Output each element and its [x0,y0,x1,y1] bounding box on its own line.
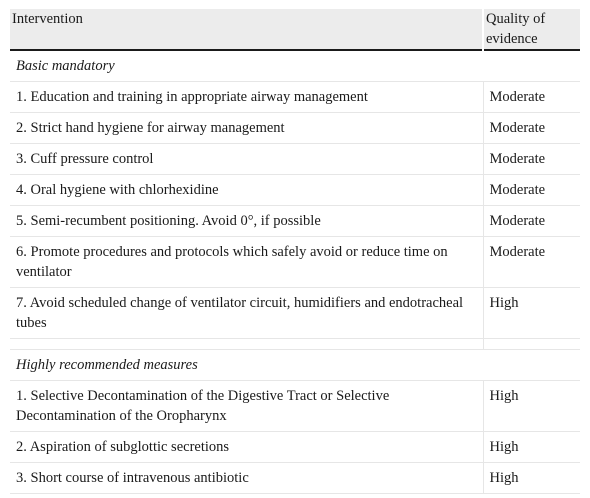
quality-cell: High [489,388,519,404]
table-row [10,288,580,339]
quality-cell: Moderate [489,89,546,105]
table-row [10,463,580,494]
intervention-cell: 1. Selective Decontamination of the Digestive Tract or Selective Decontamination of the Oropharynx [10,381,483,432]
table-row [10,237,580,288]
section-title: Basic mandatory [16,58,115,74]
table-row [10,144,580,175]
quality-cell: Moderate [489,182,546,198]
quality-cell: Moderate [489,120,546,136]
spacer-cell [483,339,580,350]
intervention-cell: 1. Education and training in appropriate airway management [10,82,483,113]
interventions-table [10,9,580,494]
quality-cell: Moderate [489,213,546,229]
table-row [10,175,580,206]
intervention-cell: 6. Promote procedures and protocols which safely avoid or reduce time on ventilator [10,237,483,288]
table-row [10,381,580,432]
spacer-row [10,339,580,350]
spacer-cell [10,339,483,350]
section-header-row [10,50,580,82]
table-row [10,206,580,237]
table-header-row [10,9,580,50]
table-row [10,82,580,113]
intervention-cell: 2. Strict hand hygiene for airway management [10,113,483,144]
section-header-row [10,350,580,381]
quality-cell: Moderate [489,244,546,260]
quality-cell: Moderate [489,151,546,167]
quality-cell: High [489,295,519,311]
quality-cell: High [489,439,519,455]
intervention-cell: 2. Aspiration of subglottic secretions [10,432,483,463]
header-intervention: Intervention [10,9,483,50]
section-title: Highly recommended measures [16,357,198,373]
header-quality-of-evidence: Quality of evidence [483,9,580,50]
intervention-cell: 3. Cuff pressure control [10,144,483,175]
table-row [10,113,580,144]
table-row [10,432,580,463]
intervention-cell: 5. Semi-recumbent positioning. Avoid 0°, if possible [10,206,483,237]
intervention-cell: 4. Oral hygiene with chlorhexidine [10,175,483,206]
quality-cell: High [489,470,519,486]
intervention-cell: 3. Short course of intravenous antibiotic [10,463,483,494]
intervention-cell: 7. Avoid scheduled change of ventilator circuit, humidifiers and endotracheal tubes [10,288,483,339]
